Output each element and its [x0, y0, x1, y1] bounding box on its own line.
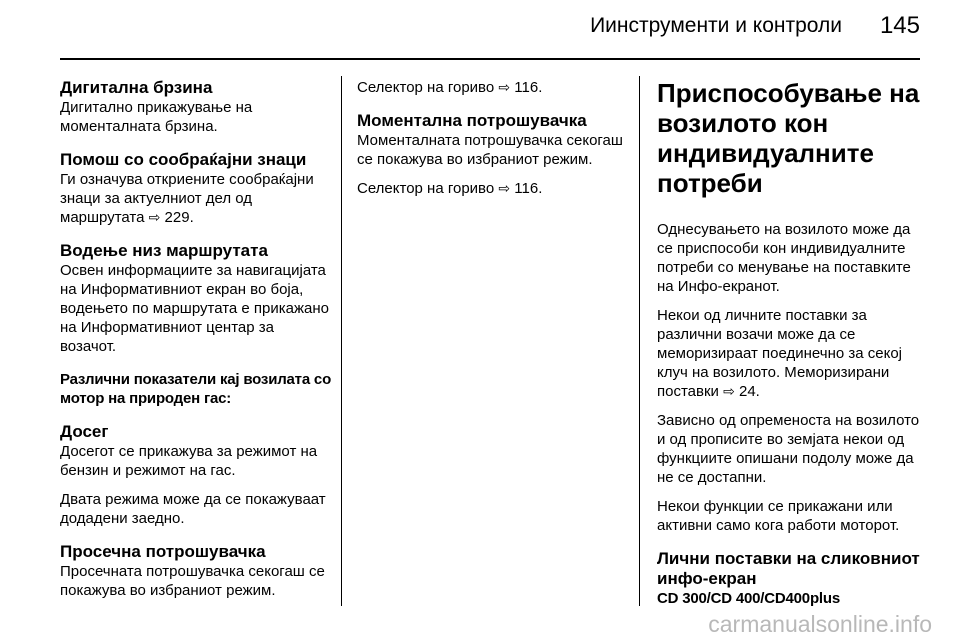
page-number: 145: [879, 12, 920, 39]
page-reference[interactable]: [498, 79, 542, 96]
column-1: [60, 78, 332, 600]
fuel-selector-reference-2: [357, 179, 625, 198]
section-title-instant-consumption: Моментална потрошувачка: [357, 111, 587, 130]
page-reference[interactable]: [498, 180, 542, 197]
arrow-right-icon: ⇨: [498, 79, 511, 95]
section-text-range-2: Двата режима може да се покажуваат додадени заедно.: [60, 491, 326, 527]
section-text-digital-speed: Дигитално прикажување на моменталната брзина.: [60, 99, 253, 135]
page-reference[interactable]: [149, 209, 194, 226]
page-header-title: Иинструменти и контроли: [590, 14, 842, 37]
column-2: [357, 78, 625, 198]
fuel-selector-reference-1: [357, 78, 625, 97]
section-text-average-consumption: Просечната потрошувачка секогаш се покажува во избраниот режим.: [60, 563, 325, 599]
column-3: [657, 78, 929, 608]
section-text-traffic-sign-assist: [60, 170, 332, 227]
column-divider-2: [639, 76, 640, 606]
section-text-route-guidance: Освен информациите за навигацијата на Информативниот екран во боја, водењето по маршрутата е прикажано на Информативниот центар за возачот.: [60, 262, 330, 355]
page-reference-number: 116.: [514, 79, 543, 96]
section-title-average-consumption: Просечна потрошувачка: [60, 542, 266, 561]
page-reference-number: 116.: [514, 180, 543, 197]
column-divider-1: [341, 76, 342, 606]
fuel-selector-text: Селектор на гориво: [357, 180, 495, 197]
arrow-right-icon: ⇨: [498, 180, 511, 196]
header-rule: [60, 58, 920, 60]
page-reference-number: 24.: [739, 383, 760, 400]
subheading-cng-indicators: Различни показатели кај возилата со мотор на природен гас:: [60, 371, 332, 407]
section-title-digital-speed: Дигитална брзина: [60, 78, 213, 97]
page-reference-number: 229.: [164, 209, 194, 226]
section-text-instant-consumption: Моменталната потрошувачка секогаш се покажува во избраниот режим.: [357, 132, 623, 168]
watermark-text: carmanualsonline.info: [708, 611, 932, 637]
arrow-right-icon: ⇨: [723, 383, 735, 399]
arrow-right-icon: ⇨: [148, 209, 161, 225]
section-text-range-1: Досегот се прикажува за режимот на бензин и режимот на гас.: [60, 443, 318, 479]
paragraph-engine-running: Некои функции се прикажани или активни само кога работи моторот.: [657, 498, 900, 534]
section-title-range: Досег: [60, 422, 109, 441]
paragraph-equipment: Зависно од опременоста на возилото и од прописите во земјата некои од функциите опишани подолу може да не се достапни.: [657, 412, 920, 486]
paragraph-memorised-settings: [657, 306, 929, 401]
paragraph-behaviour: Однесувањето на возилото може да се приспособи кон индивидуалните потреби со менување на поставките на Инфо-екранот.: [657, 221, 911, 295]
section-title-traffic-sign-assist: Помош со сообраќајни знаци: [60, 150, 307, 169]
section-subtitle-cd-models: CD 300/CD 400/CD400plus: [657, 590, 840, 607]
fuel-selector-text: Селектор на гориво: [357, 79, 495, 96]
traffic-sign-text: Ги означува откриените сообраќајни знаци за актуелниот дел од маршрутата: [60, 171, 314, 226]
section-title-route-guidance: Водење низ маршрутата: [60, 241, 268, 260]
section-title-graphic-info-display: Лични поставки на сликовниот инфо-екран: [657, 549, 920, 588]
chapter-title-personalisation: Приспособување на возилото кон индивидуалните потреби: [657, 78, 920, 198]
memorised-settings-text: Некои од личните поставки за различни возачи може да се меморизираат поединечно за секој клуч на возилото. Меморизирани поставки: [657, 307, 903, 400]
page-reference[interactable]: [723, 383, 760, 400]
